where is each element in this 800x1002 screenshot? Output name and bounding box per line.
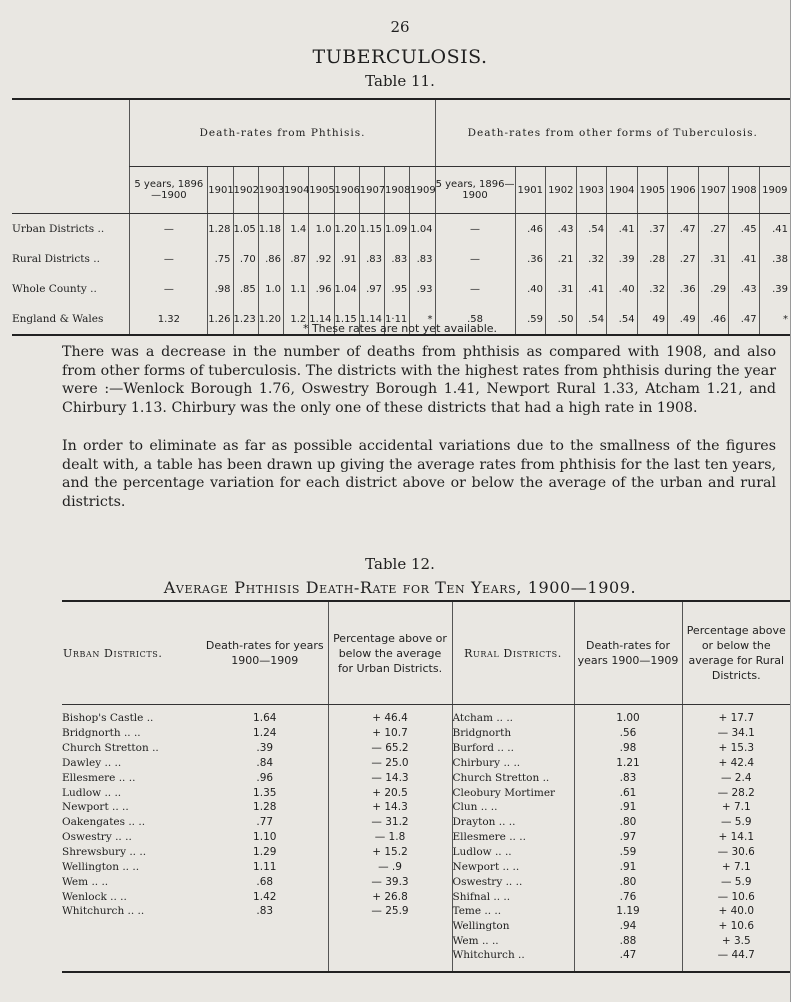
rural-percentage: + 40.0 — [682, 904, 790, 919]
rural-district-name: Ellesmere .. .. — [452, 830, 574, 845]
phthisis-rate: 1.15 — [334, 304, 359, 335]
phthisis-rate: 1.04 — [334, 274, 359, 304]
rural-percentage: + 15.3 — [682, 741, 790, 756]
other-rate: .43 — [729, 274, 760, 304]
table-row — [12, 274, 790, 304]
table-row — [62, 785, 790, 800]
urban-death-rate: 1.11 — [253, 860, 277, 873]
rural-death-rate: .80 — [574, 815, 682, 830]
rural-percentage: — 34.1 — [682, 726, 790, 741]
table-row — [62, 874, 790, 889]
urban-death-rate — [202, 949, 328, 972]
rural-percentage: — 10.6 — [682, 889, 790, 904]
urban-district-name: Church Stretton .. — [62, 742, 159, 755]
rural-district-name: Oswestry .. .. — [452, 874, 574, 889]
table-row — [62, 756, 790, 771]
urban-percentage: — 65.2 — [328, 741, 452, 756]
other-rate: .31 — [698, 244, 729, 274]
rural-death-rate: .59 — [574, 845, 682, 860]
paragraph-1: There was a decrease in the number of deaths from phthisis as compared with 1908, and also from other forms of tuberculosis. The districts with the highest rates from phthisis during the year were :—Wenlock Borough 1.76, Oswestry Borough 1.41, Newport Rural 1.33, Atcham 1.21, and Chirbury 1.13. Chirbury was the only one of these districts that had a high rate in 1908. — [62, 344, 776, 416]
urban-percentage: — 25.0 — [328, 756, 452, 771]
other-rate: .41 — [759, 214, 790, 245]
section-title: TUBERCULOSIS. — [312, 46, 488, 68]
other-rate: .31 — [546, 274, 577, 304]
phthisis-rate: .86 — [258, 244, 283, 274]
phthisis-rate: .70 — [233, 244, 258, 274]
urban-percentage: — 31.2 — [328, 815, 452, 830]
urban-district-name: Bishop's Castle .. — [62, 712, 154, 725]
urban-district-name: Wem .. .. — [62, 875, 109, 888]
rural-percentage: + 7.1 — [682, 859, 790, 874]
other-rate: .47 — [729, 304, 760, 335]
table-row — [62, 934, 790, 949]
rural-percentage: — 44.7 — [682, 949, 790, 972]
phthisis-5yr-header: 5 years, 1896—1900 — [130, 167, 208, 214]
urban-percentage: + 46.4 — [328, 705, 452, 726]
urban-death-rate: 1.10 — [253, 831, 277, 844]
phthisis-rate: 1.14 — [309, 304, 334, 335]
rural-death-rate: .61 — [574, 785, 682, 800]
other-rate: .36 — [668, 274, 699, 304]
table-row — [62, 919, 790, 934]
urban-percentage: + 10.7 — [328, 726, 452, 741]
urban-district-name — [62, 934, 202, 949]
other-year-header: 1903 — [576, 167, 607, 214]
other-rate: .54 — [576, 214, 607, 245]
table-row — [62, 904, 790, 919]
table-11 — [12, 98, 790, 336]
other-rate: .40 — [515, 274, 546, 304]
urban-districts-header: Urban Districts. — [62, 601, 202, 705]
rural-district-name: Cleobury Mortimer — [452, 785, 574, 800]
phthisis-rate: .96 — [309, 274, 334, 304]
urban-death-rate: .96 — [256, 771, 274, 784]
other-rate: .32 — [576, 244, 607, 274]
table-12-label: Table 12. — [365, 555, 435, 573]
urban-district-name — [62, 919, 202, 934]
phthisis-year-header: 1906 — [334, 167, 359, 214]
table-row — [62, 815, 790, 830]
rural-district-name: Atcham .. .. — [452, 705, 574, 726]
table-11-label: Table 11. — [365, 72, 435, 90]
phthisis-rate: * — [410, 304, 435, 335]
urban-percentage — [328, 949, 452, 972]
phthisis-year-header: 1904 — [284, 167, 309, 214]
rural-percentage: — 30.6 — [682, 845, 790, 860]
other-rate: .27 — [698, 214, 729, 245]
rural-death-rate: .83 — [574, 770, 682, 785]
rural-percentage: — 2.4 — [682, 770, 790, 785]
other-5yr-value: — — [435, 214, 515, 245]
phthisis-rate: 1.0 — [258, 274, 283, 304]
urban-death-rate: 1.29 — [253, 846, 277, 859]
rural-district-name: Bridgnorth — [452, 726, 574, 741]
table-row — [12, 214, 790, 245]
phthisis-rate: .75 — [208, 244, 233, 274]
phthisis-year-header: 1901 — [208, 167, 233, 214]
phthisis-year-header: 1907 — [359, 167, 384, 214]
urban-death-rate: 1.28 — [253, 801, 277, 814]
other-5yr-value: — — [435, 244, 515, 274]
phthisis-group-header: Death-rates from Phthisis. — [130, 99, 435, 167]
phthisis-5yr-value: 1.32 — [130, 304, 208, 335]
rural-percentage: — 5.9 — [682, 815, 790, 830]
urban-district-name: Ellesmere .. .. — [62, 771, 136, 784]
rural-death-rate: .94 — [574, 919, 682, 934]
other-rate: .41 — [576, 274, 607, 304]
phthisis-rate: .93 — [410, 274, 435, 304]
other-rate: .54 — [607, 304, 638, 335]
phthisis-rate: .83 — [410, 244, 435, 274]
rural-pct-header: Percentage above or below the average for Rural Districts. — [682, 601, 790, 705]
urban-death-rate: .39 — [256, 742, 274, 755]
phthisis-rate: .98 — [208, 274, 233, 304]
phthisis-rate: 1.14 — [359, 304, 384, 335]
other-year-header: 1908 — [729, 167, 760, 214]
phthisis-year-header: 1909 — [410, 167, 435, 214]
rural-death-rate: 1.19 — [574, 904, 682, 919]
other-rate: .50 — [546, 304, 577, 335]
urban-percentage: + 26.8 — [328, 889, 452, 904]
urban-death-rate: .84 — [256, 756, 274, 769]
rural-district-name: Burford .. .. — [452, 741, 574, 756]
other-5yr-header: 5 years, 1896—1900 — [435, 167, 515, 214]
other-rate: .46 — [515, 214, 546, 245]
page-number: 26 — [390, 18, 410, 36]
phthisis-year-header: 1905 — [309, 167, 334, 214]
urban-percentage: — 25.9 — [328, 904, 452, 919]
other-rate: .43 — [546, 214, 577, 245]
rural-percentage: + 7.1 — [682, 800, 790, 815]
other-rate: * — [759, 304, 790, 335]
urban-percentage: — 14.3 — [328, 770, 452, 785]
urban-percentage: + 14.3 — [328, 800, 452, 815]
rural-death-rate: .56 — [574, 726, 682, 741]
table-row — [62, 741, 790, 756]
rural-district-name: Wem .. .. — [452, 934, 574, 949]
rural-district-name: Wellington — [452, 919, 574, 934]
rural-death-rate: .98 — [574, 741, 682, 756]
other-rate: .40 — [607, 274, 638, 304]
other-rate: .29 — [698, 274, 729, 304]
rural-percentage: — 5.9 — [682, 874, 790, 889]
phthisis-year-header: 1902 — [233, 167, 258, 214]
other-year-header: 1905 — [637, 167, 668, 214]
urban-death-rate: .77 — [256, 816, 274, 829]
rural-death-rate: .47 — [574, 949, 682, 972]
phthisis-rate: 1.20 — [258, 304, 283, 335]
phthisis-rate: 1.0 — [309, 214, 334, 245]
phthisis-5yr-value: — — [130, 274, 208, 304]
phthisis-rate: 1.20 — [334, 214, 359, 245]
phthisis-rate: 1.18 — [258, 214, 283, 245]
table-row — [62, 705, 790, 726]
table-row — [62, 845, 790, 860]
other-tb-group-header: Death-rates from other forms of Tuberculosis. — [435, 99, 790, 167]
phthisis-rate: 1.23 — [233, 304, 258, 335]
rural-death-rate: .76 — [574, 889, 682, 904]
other-5yr-value: — — [435, 274, 515, 304]
rural-death-rate: .91 — [574, 859, 682, 874]
other-rate: .41 — [607, 214, 638, 245]
other-rate: .49 — [668, 304, 699, 335]
urban-percentage: — 39.3 — [328, 874, 452, 889]
urban-percentage — [328, 934, 452, 949]
rural-death-rate: 1.00 — [574, 705, 682, 726]
urban-district-name: Oswestry .. .. — [62, 831, 132, 844]
rural-percentage: — 28.2 — [682, 785, 790, 800]
other-rate: .39 — [607, 244, 638, 274]
other-year-header: 1904 — [607, 167, 638, 214]
urban-death-rate: 1.64 — [253, 712, 277, 725]
other-rate: .27 — [668, 244, 699, 274]
phthisis-rate: 1.09 — [385, 214, 410, 245]
table-row — [62, 859, 790, 874]
other-rate: .41 — [729, 244, 760, 274]
urban-district-name: Wellington .. .. — [62, 860, 140, 873]
urban-district-name: Oakengates .. .. — [62, 816, 146, 829]
urban-percentage — [328, 919, 452, 934]
urban-death-rate: 1.35 — [253, 786, 277, 799]
other-rate: .28 — [637, 244, 668, 274]
district-name: Whole County .. — [12, 283, 97, 295]
rural-district-name: Newport .. .. — [452, 859, 574, 874]
row-label-header-blank — [12, 167, 130, 214]
phthisis-rate: 1.4 — [284, 214, 309, 245]
urban-district-name: Whitchurch .. .. — [62, 905, 145, 918]
rural-percentage: + 42.4 — [682, 756, 790, 771]
urban-district-name: Dawley .. .. — [62, 756, 122, 769]
table-12 — [62, 600, 790, 973]
table-row — [62, 889, 790, 904]
rural-percentage: + 3.5 — [682, 934, 790, 949]
other-rate: .37 — [637, 214, 668, 245]
rural-district-name: Church Stretton .. — [452, 770, 574, 785]
urban-district-name: Ludlow .. .. — [62, 786, 122, 799]
rural-death-rate: .88 — [574, 934, 682, 949]
rural-percentage: + 10.6 — [682, 919, 790, 934]
phthisis-year-header: 1903 — [258, 167, 283, 214]
district-name: England & Wales — [12, 304, 130, 335]
urban-death-rate — [202, 919, 328, 934]
rural-death-rate: .97 — [574, 830, 682, 845]
table-row — [12, 244, 790, 274]
rural-district-name: Whitchurch .. — [452, 949, 574, 972]
other-rate: 49 — [637, 304, 668, 335]
table-row — [62, 800, 790, 815]
phthisis-rate: 1.28 — [208, 214, 233, 245]
urban-pct-header: Percentage above or below the average for Urban Districts. — [328, 601, 452, 705]
urban-death-rate — [202, 934, 328, 949]
phthisis-rate: .85 — [233, 274, 258, 304]
phthisis-rate: .91 — [334, 244, 359, 274]
phthisis-rate: .92 — [309, 244, 334, 274]
urban-district-name — [62, 949, 202, 972]
rural-districts-header: Rural Districts. — [452, 601, 574, 705]
urban-district-name: Bridgnorth .. .. — [62, 727, 141, 740]
other-rate: .21 — [546, 244, 577, 274]
other-5yr-value: .58 — [435, 304, 515, 335]
page-edge — [790, 0, 800, 1002]
other-rate: .54 — [576, 304, 607, 335]
other-rate: .39 — [759, 274, 790, 304]
urban-percentage: + 15.2 — [328, 845, 452, 860]
other-year-header: 1901 — [515, 167, 546, 214]
urban-death-rate: 1.24 — [253, 727, 277, 740]
year-header-row — [12, 167, 790, 214]
phthisis-rate: .97 — [359, 274, 384, 304]
phthisis-rate: 1.04 — [410, 214, 435, 245]
other-rate: .47 — [668, 214, 699, 245]
urban-percentage: + 20.5 — [328, 785, 452, 800]
urban-rates-header: Death-rates for years 1900—1909 — [202, 601, 328, 705]
phthisis-rate: 1.05 — [233, 214, 258, 245]
rural-district-name: Clun .. .. — [452, 800, 574, 815]
paragraph-2: In order to eliminate as far as possible accidental variations due to the smallness of the figures dealt with, a table has been drawn up giving the average rates from phthisis for the last ten years, and the percentage variation for each district above or below the average of the urban and rural districts. — [62, 438, 776, 510]
phthisis-rate: 1·11 — [385, 304, 410, 335]
table-row — [62, 726, 790, 741]
urban-district-name: Wenlock .. .. — [62, 890, 127, 903]
urban-death-rate: 1.42 — [253, 890, 277, 903]
table-row — [62, 770, 790, 785]
other-rate: .59 — [515, 304, 546, 335]
urban-death-rate: .83 — [256, 905, 274, 918]
other-rate: .45 — [729, 214, 760, 245]
phthisis-rate: 1.15 — [359, 214, 384, 245]
phthisis-rate: .95 — [385, 274, 410, 304]
phthisis-5yr-value: — — [130, 214, 208, 245]
urban-percentage: — .9 — [328, 859, 452, 874]
table-11-footnote: * These rates are not yet available. — [302, 322, 498, 335]
other-year-header: 1902 — [546, 167, 577, 214]
other-rate: .32 — [637, 274, 668, 304]
other-year-header: 1909 — [759, 167, 790, 214]
table-12-title: Average Phthisis Death-Rate for Ten Years, 1900—1909. — [163, 578, 637, 597]
rural-death-rate: .91 — [574, 800, 682, 815]
other-rate: .38 — [759, 244, 790, 274]
phthisis-5yr-value: — — [130, 244, 208, 274]
other-year-header: 1906 — [668, 167, 699, 214]
phthisis-rate: 1.1 — [284, 274, 309, 304]
rural-death-rate: 1.21 — [574, 756, 682, 771]
rural-district-name: Chirbury .. .. — [452, 756, 574, 771]
urban-district-name: Newport .. .. — [62, 801, 129, 814]
rural-district-name: Drayton .. .. — [452, 815, 574, 830]
phthisis-rate: 1.26 — [208, 304, 233, 335]
rural-death-rate: .80 — [574, 874, 682, 889]
rural-district-name: Ludlow .. .. — [452, 845, 574, 860]
other-year-header: 1907 — [698, 167, 729, 214]
table-row — [62, 949, 790, 972]
rural-district-name: Shifnal .. .. — [452, 889, 574, 904]
rural-percentage: + 14.1 — [682, 830, 790, 845]
other-rate: .36 — [515, 244, 546, 274]
rural-district-name: Teme .. .. — [452, 904, 574, 919]
phthisis-year-header: 1908 — [385, 167, 410, 214]
phthisis-rate: 1.2 — [284, 304, 309, 335]
urban-district-name: Shrewsbury .. .. — [62, 846, 147, 859]
phthisis-rate: .83 — [359, 244, 384, 274]
urban-percentage: — 1.8 — [328, 830, 452, 845]
table-row — [62, 830, 790, 845]
urban-death-rate: .68 — [256, 875, 274, 888]
district-name: Urban Districts .. — [12, 223, 105, 235]
district-name: Rural Districts .. — [12, 253, 100, 265]
rural-percentage: + 17.7 — [682, 705, 790, 726]
phthisis-rate: .83 — [385, 244, 410, 274]
other-rate: .46 — [698, 304, 729, 335]
rural-rates-header: Death-rates for years 1900—1909 — [574, 601, 682, 705]
phthisis-rate: .87 — [284, 244, 309, 274]
